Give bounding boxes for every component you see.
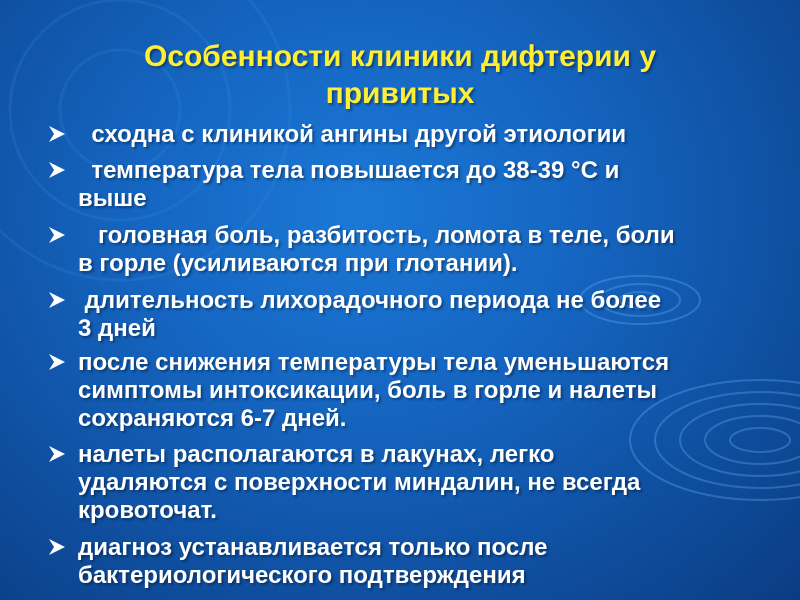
- arrowhead-bullet-icon: [46, 123, 68, 145]
- bullet-text: симптомы интоксикации, боль в горле и налеты: [78, 377, 657, 404]
- bullet-text: бактериологического подтверждения: [78, 562, 526, 589]
- title-line: привитых: [325, 77, 475, 110]
- title-line: Особенности клиники дифтерии у: [143, 40, 657, 73]
- bullet-text: длительность лихорадочного периода не более: [78, 287, 662, 314]
- bullet-text: 3 дней: [78, 315, 156, 342]
- bullet-text: головная боль, разбитость, ломота в теле, боли: [78, 222, 675, 249]
- arrowhead-bullet-icon: [46, 224, 68, 246]
- arrowhead-bullet-icon: [46, 443, 68, 465]
- bullet-text: диагноз устанавливается только после: [78, 534, 548, 561]
- arrowhead-bullet-icon: [46, 351, 68, 373]
- bullet-text: выше: [78, 185, 147, 212]
- bullet-text: сходна с клиникой ангины другой этиологии: [78, 121, 627, 148]
- arrowhead-bullet-icon: [46, 159, 68, 181]
- bullet-text: сохраняются 6-7 дней.: [78, 405, 347, 432]
- arrowhead-bullet-icon: [46, 536, 68, 558]
- arrowhead-bullet-icon: [46, 289, 68, 311]
- bullet-text: температура тела повышается до 38-39 °С и: [78, 157, 620, 184]
- bullet-text: после снижения температуры тела уменьшаются: [78, 349, 670, 376]
- bullet-text: удаляются с поверхности миндалин, не всегда: [78, 469, 641, 496]
- bullet-text: в горле (усиливаются при глотании).: [78, 250, 518, 277]
- bullet-text: кровоточат.: [78, 497, 217, 524]
- bullet-text: налеты располагаются в лакунах, легко: [78, 441, 555, 468]
